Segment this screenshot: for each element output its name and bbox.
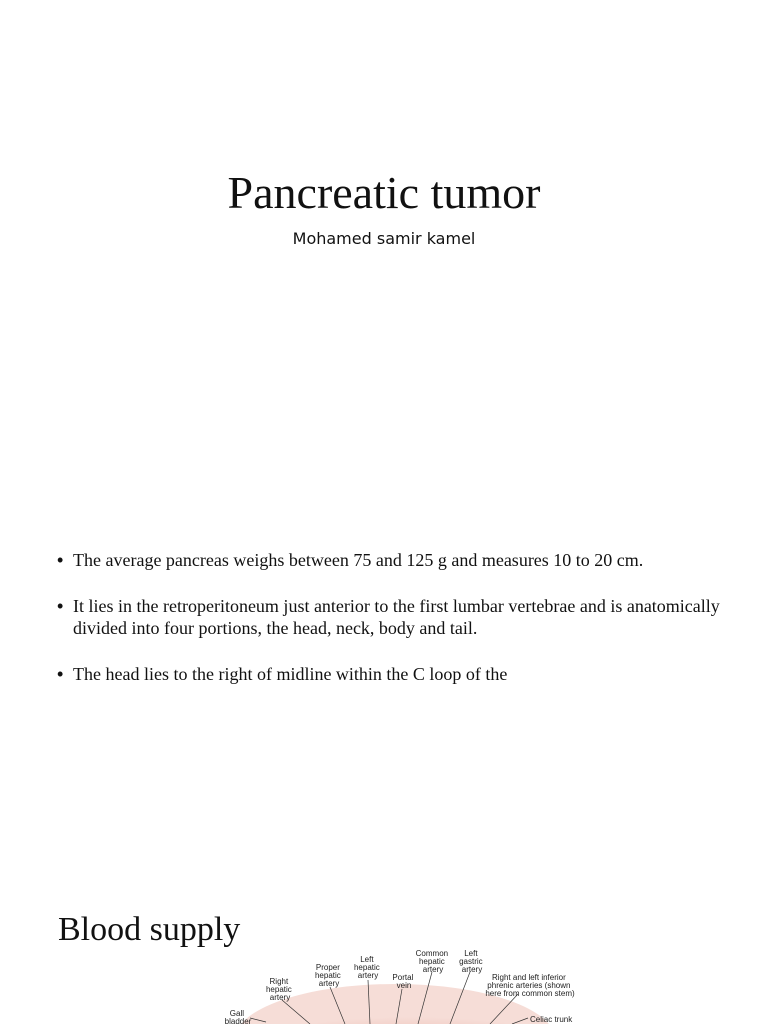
bullet-marker: • (57, 550, 64, 570)
label-portal-vein: Portal vein (392, 973, 414, 990)
slide-title: Pancreatic tumor (227, 167, 541, 218)
label-common-hepatic-artery: Common hepatic artery (415, 949, 449, 974)
label-inferior-phrenic-arteries: Right and left inferior phrenic arteries (shown here from common stem) (485, 973, 575, 998)
blood-supply-slide (0, 900, 768, 1024)
label-proper-hepatic-artery: Proper hepatic artery (314, 963, 341, 988)
label-celiac-trunk: Celiac trunk (530, 1015, 573, 1024)
bullet-text: It lies in the retroperitoneum just anterior to the first lumbar vertebrae and is anatomically divided into four portions, the head, neck, body and tail. (73, 596, 720, 638)
bullet-text: The head lies to the right of midline within the C loop of the (73, 664, 508, 684)
bullet-marker: • (57, 596, 64, 616)
anatomy-diagram (200, 944, 600, 1024)
title-slide (0, 0, 768, 510)
bullet-marker: • (57, 664, 64, 684)
label-left-hepatic-artery: Left hepatic artery (353, 955, 380, 980)
bullet-item (57, 595, 737, 639)
label-left-gastric-artery: Left gastric artery (459, 949, 483, 974)
label-right-hepatic-artery: Right hepatic artery (265, 977, 292, 1002)
slide-subtitle: Mohamed samir kamel (292, 229, 476, 248)
section-title: Blood supply (58, 911, 241, 948)
bullet-list (57, 549, 737, 709)
content-slide (0, 510, 768, 900)
bullet-item (57, 549, 737, 571)
label-gall-bladder: Gall bladder (224, 1009, 252, 1024)
anatomy-figure (200, 944, 600, 1024)
bullet-item (57, 663, 737, 685)
bullet-text: The average pancreas weighs between 75 and 125 g and measures 10 to 20 cm. (73, 550, 644, 570)
